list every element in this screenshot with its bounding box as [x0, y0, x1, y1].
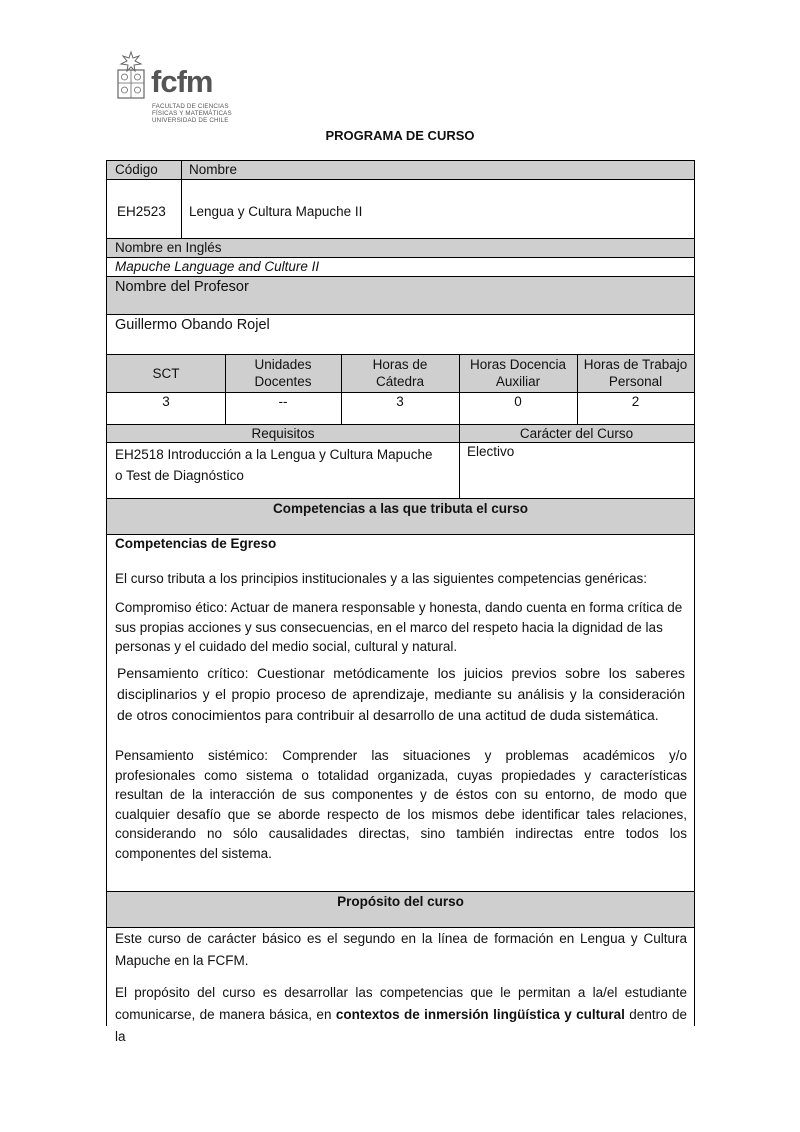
purpose-section-title: Propósito del curso	[337, 894, 464, 909]
requirements-label: Requisitos	[251, 426, 315, 441]
course-program-table	[106, 160, 695, 1044]
english-name: Mapuche Language and Culture II	[115, 259, 320, 274]
ethics-competency: Compromiso ético: Actuar de manera responsable y honesta, dando cuenta en forma crítica de sus propias acciones y sus consecuencias, en el marco del respeto hacia la dignidad de las personas y el cuidado del medio social, cultural y natural.	[115, 600, 683, 654]
purpose-p2-start: El propósito del curso es desarrollar las competencias que le permitan a la/el estudiante comunicarse, de manera básica, en	[115, 985, 687, 1022]
auxiliary-hours-header-line1: Horas Docencia	[469, 357, 567, 372]
university-crest-icon	[114, 50, 148, 100]
personal-hours-value: 2	[631, 394, 640, 409]
logo-subtitle-2: FÍSICAS Y MATEMÁTICAS	[152, 110, 232, 117]
lecture-hours-header-line2: Cátedra	[375, 374, 425, 389]
competencies-section-title: Competencias a las que tributa el curso	[272, 501, 529, 516]
course-name: Lengua y Cultura Mapuche II	[189, 204, 363, 219]
critical-thinking-competency: Pensamiento crítico: Cuestionar metódicamente los juicios previos sobre los saberes disciplinarios y el propio proceso de aprendizaje, mediante su análisis y la consideración de otros conocimientos para contribuir al desarrollo de una actitud de duda sistemática.	[117, 665, 685, 723]
personal-hours-header-line2: Personal	[608, 374, 663, 389]
professor-label: Nombre del Profesor	[115, 279, 249, 295]
name-label: Nombre	[189, 162, 238, 177]
course-code: EH2523	[117, 204, 166, 219]
purpose-paragraph-2	[115, 982, 687, 1048]
lecture-hours-header	[341, 356, 459, 390]
systemic-thinking-competency: Pensamiento sistémico: Comprender las situaciones y problemas académicos y/o profesionales como sistema o totalidad organizada, cuyas propiedades y características resultan de la interacción de sus componentes y de éstos con su entorno, de modo que cualquier desafío que se aborde respecto de los mismos debe identificar tales relaciones, considerando no sólo causalidades directas, sino también indirectas entre todos los componentes del sistema.	[115, 748, 687, 861]
sct-value: 3	[162, 394, 170, 409]
requirements-line-2: o Test de Diagnóstico	[115, 468, 244, 483]
teaching-units-header-line1: Unidades	[254, 357, 312, 372]
logo-subtitle-1: FACULTAD DE CIENCIAS	[152, 103, 229, 110]
personal-hours-header-line1: Horas de Trabajo	[583, 357, 688, 372]
page-title: PROGRAMA DE CURSO	[325, 128, 475, 143]
purpose-paragraph-1: Este curso de carácter básico es el segundo en la línea de formación en Lengua y Cultura Mapuche en la FCFM.	[115, 931, 687, 968]
requirements-value	[115, 444, 432, 486]
sct-header: SCT	[152, 366, 180, 381]
purpose-p2-end: dentro de la	[115, 1007, 687, 1044]
purpose-p2-bold: contextos de inmersión lingüística y cultural	[335, 1007, 625, 1022]
professor-name: Guillermo Obando Rojel	[115, 317, 270, 333]
auxiliary-hours-value: 0	[514, 394, 522, 409]
auxiliary-hours-header-line2: Auxiliar	[495, 374, 541, 389]
logo-wordmark: fcfm	[151, 64, 213, 99]
lecture-hours-header-line1: Horas de	[372, 357, 428, 372]
code-label: Código	[115, 162, 158, 177]
teaching-units-header-line2: Docentes	[254, 374, 312, 389]
requirements-line-1: EH2518 Introducción a la Lengua y Cultura Mapuche	[115, 447, 433, 462]
fcfm-logo	[112, 46, 252, 130]
lecture-hours-value: 3	[396, 394, 404, 409]
personal-hours-header	[577, 356, 694, 390]
teaching-units-value: --	[278, 394, 288, 409]
auxiliary-hours-header	[459, 356, 577, 390]
competencies-intro: El curso tributa a los principios institucionales y a las siguientes competencias genéricas:	[115, 571, 648, 586]
teaching-units-header	[225, 356, 341, 390]
course-character-label: Carácter del Curso	[519, 426, 634, 441]
graduation-competencies-subtitle: Competencias de Egreso	[115, 536, 277, 551]
course-character-value: Electivo	[467, 444, 515, 459]
logo-subtitle-3: UNIVERSIDAD DE CHILE	[152, 117, 229, 124]
english-name-label: Nombre en Inglés	[115, 240, 222, 255]
